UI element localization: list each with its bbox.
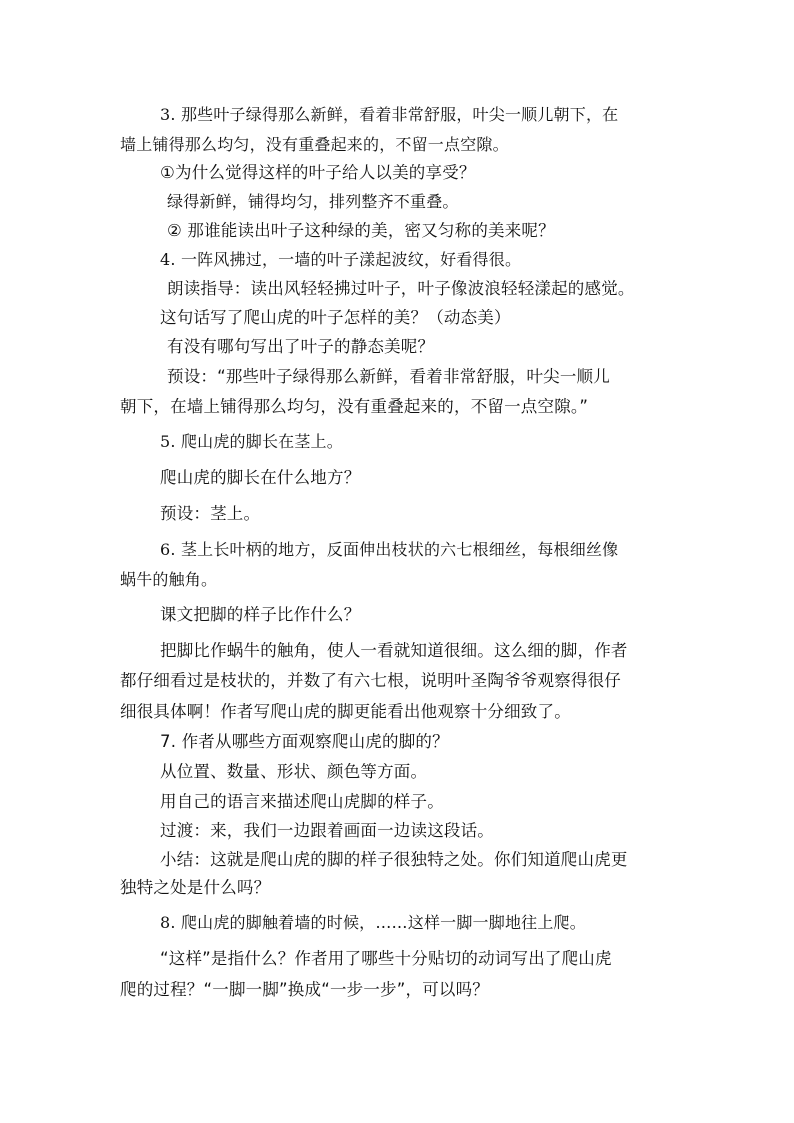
explanation-line-3: 细很具体啊！作者写爬山虎的脚更能看出他观察十分细致了。	[120, 702, 571, 721]
question-feet-location: 爬山虎的脚长在什么地方？	[160, 468, 361, 487]
explanation-line-2: 都仔细看过是枝状的，并数了有六七根，说明叶圣陶爷爷观察得很仔	[120, 671, 621, 690]
passage-3-line-1: 3. 那些叶子绿得那么新鲜，看着非常舒服，叶尖一顺儿朝下，在	[160, 105, 619, 124]
preset-answer-line-1: 预设：“那些叶子绿得那么新鲜，看着非常舒服，叶尖一顺儿	[167, 367, 610, 386]
reading-guide: 朗读指导：读出风轻轻拂过叶子，叶子像波浪轻轻漾起的感觉。	[167, 279, 635, 298]
summary-line-2: 独特之处是什么吗？	[120, 878, 271, 897]
explanation-line-1: 把脚比作蜗牛的触角，使人一看就知道很细。这么细的脚，作者	[160, 641, 628, 660]
preset-answer-stem: 预设：茎上。	[160, 504, 261, 523]
question-dynamic-beauty: 这句话写了爬山虎的叶子怎样的美？（动态美）	[160, 308, 511, 327]
summary-line-1: 小结：这就是爬山虎的脚的样子很独特之处。你们知道爬山虎更	[160, 850, 628, 869]
preset-answer-line-2: 朝下，在墙上铺得那么均匀，没有重叠起来的，不留一点空隙。”	[120, 397, 589, 416]
passage-5: 5. 爬山虎的脚长在茎上。	[160, 432, 343, 451]
task-describe-feet: 用自己的语言来描述爬山虎脚的样子。	[160, 792, 444, 811]
passage-6-line-2: 蜗牛的触角。	[120, 570, 218, 589]
passage-4: 4. 一阵风拂过，一墙的叶子漾起波纹，好看得很。	[160, 250, 522, 269]
passage-6-line-1: 6. 茎上长叶柄的地方，反面伸出枝状的六七根细丝，每根细丝像	[160, 540, 619, 559]
question-7: 7. 作者从哪些方面观察爬山虎的脚的？	[160, 732, 449, 751]
transition: 过渡：来，我们一边跟着画面一边读这段话。	[160, 821, 494, 840]
passage-3-line-2: 墙上铺得那么均匀，没有重叠起来的，不留一点空隙。	[120, 135, 509, 154]
question-1: ①为什么觉得这样的叶子给人以美的享受？	[160, 163, 476, 182]
question-feet-metaphor: 课文把脚的样子比作什么？	[160, 605, 361, 624]
question-8-line-1: “这样”是指什么？作者用了哪些十分贴切的动词写出了爬山虎	[160, 949, 612, 968]
answer-7: 从位置、数量、形状、颜色等方面。	[160, 762, 428, 781]
answer-1: 绿得新鲜，铺得均匀，排列整齐不重叠。	[167, 192, 459, 211]
question-static-beauty: 有没有哪句写出了叶子的静态美呢？	[167, 337, 435, 356]
question-8-line-2: 爬的过程？“一脚一脚”换成“一步一步”，可以吗？	[120, 980, 489, 999]
passage-8: 8. 爬山虎的脚触着墙的时候，……这样一脚一脚地往上爬。	[160, 913, 586, 932]
question-2: ② 那谁能读出叶子这种绿的美，密又匀称的美来呢？	[167, 221, 555, 240]
